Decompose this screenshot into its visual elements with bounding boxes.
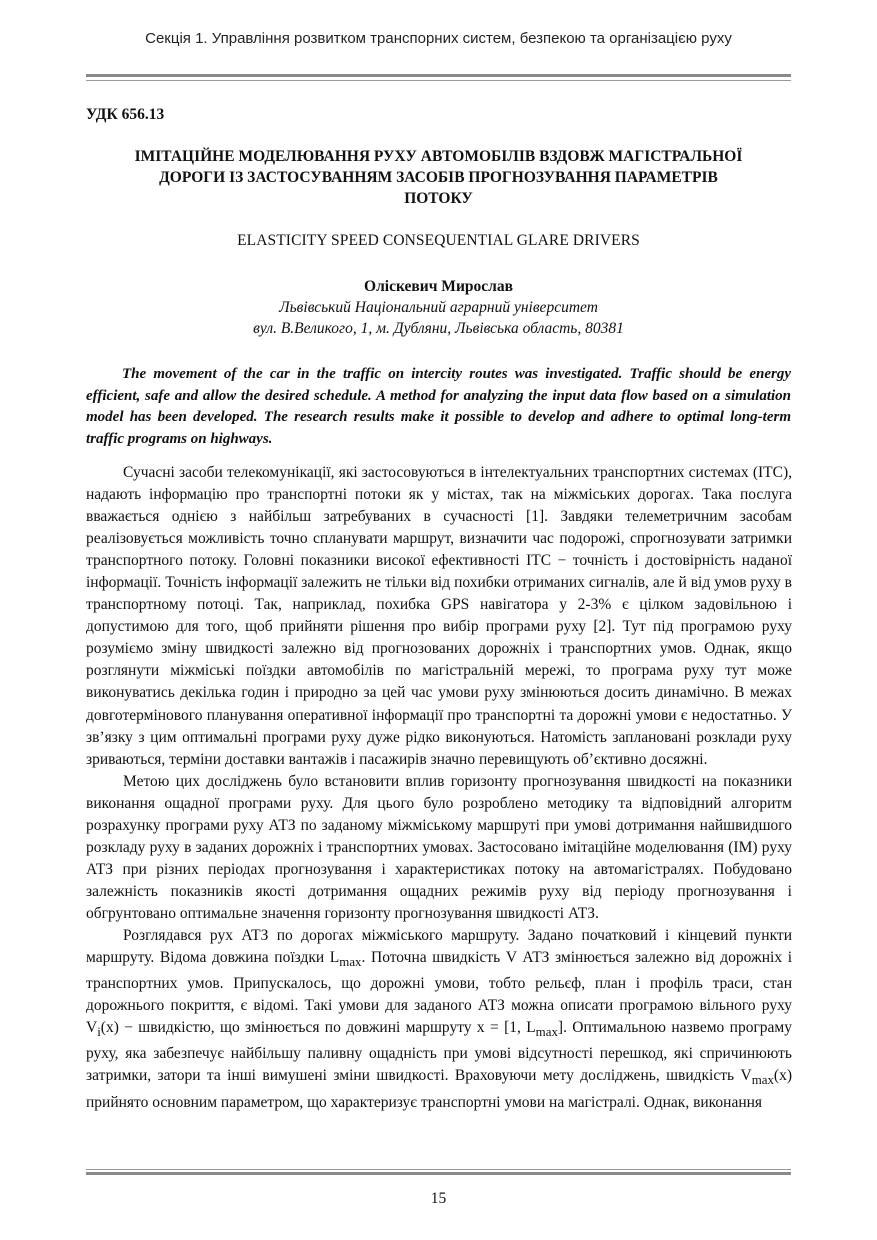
running-header: Секція 1. Управління розвитком транспорних систем, безпекою та організацією руху — [145, 30, 732, 47]
header-rule — [86, 74, 791, 77]
body-text — [86, 462, 792, 1114]
title-line: ІМІТАЦІЙНЕ МОДЕЛЮВАННЯ РУХУ АВТОМОБІЛІВ ВЗДОВЖ МАГІСТРАЛЬНОЇ — [134, 148, 743, 165]
footer-rule-thin — [86, 1169, 791, 1170]
abstract: The movement of the car in the traffic on intercity routes was investigated. Traffic should be energy efficient, safe and allow the desired schedule. A method for analyzing the input data flow based on a simulation model has been developed. The research results make it possible to develop and adhere to optimal long-term traffic programs on highways. — [86, 366, 791, 447]
author-address: вул. В.Великого, 1, м. Дубляни, Львівська область, 80381 — [253, 320, 624, 337]
paragraph: Метою цих досліджень було встановити вплив горизонту прогнозування швидкості на показники виконання ощадної програми руху. Для цього було розроблено методику та відповідний алгоритм розрахунку програми руху АТЗ по заданому міжміському маршруті при умові дотримання найшвидшого розкладу руху в заданих дорожніх і транспортних умовах. Застосовано імітаційне моделювання (ІМ) руху АТЗ при різних періодах прогнозування і характеристиках потоку на автомагістралях. Побудовано залежність показників якості дотримання ощадних режимів руху від періоду прогнозування і обгрунтовано оптимальне значення горизонту прогнозування швидкості АТЗ. — [86, 772, 792, 922]
title-line: ДОРОГИ ІЗ ЗАСТОСУВАННЯМ ЗАСОБІВ ПРОГНОЗУВАННЯ ПАРАМЕТРІВ — [159, 169, 718, 186]
article-title — [86, 146, 791, 209]
header-rule-thin — [86, 80, 791, 81]
english-title: ELASTICITY SPEED CONSEQUENTIAL GLARE DRIVERS — [237, 232, 640, 249]
author-name: Оліскевич Мирослав — [364, 278, 513, 295]
udk-code: УДК 656.13 — [86, 106, 165, 123]
footer-rule — [86, 1172, 791, 1175]
page-number: 15 — [430, 1190, 447, 1207]
title-line: ПОТОКУ — [404, 190, 473, 207]
paragraph: Розглядався рух АТЗ по дорогах міжміського маршруту. Задано початковий і кінцевий пункти маршруту. Відома довжина поїздки $L_{max}$. Поточна швидкість V АТЗ змінюється залежно від дорожніх і транспортних умов. Припускалось, що дорожні умови, тобто рельєф, план і профіль траси, стан дорожнього покриття, є відомі. Такі умови для заданого АТЗ можна описати програмою вільного руху $V_i(x)$ − швидкістю, що змінюється по довжині маршруту x = [1, $L_{max}$]. Оптимальною назвемо програму руху, яка забезпечує найбільшу паливну ощадність при умові відсутності перешкод, які спричинюють затримки, затори та інші вимушені зміни швидкості. Враховуючи мету досліджень, швидкість $V_{max}(x)$ прийнято основним параметром, що характеризує транспортні умови на магістралі. Однак, виконання — [86, 926, 792, 1111]
author-affiliation: Львівський Національний аграрний університет — [279, 299, 598, 316]
paragraph: Сучасні засоби телекомунікації, які застосовуються в інтелектуальних транспортних системах (ІТС), надають інформацію про транспортні потоки як у містах, так на міжміських дорогах. Така послуга вважається однією з найбільш затребуваних в сучасності [1]. Завдяки телеметричним засобам реалізовується можливість точно спланувати маршрут, визначити час подорожі, спрогнозувати затримки транспортного потоку. Головні показники високої ефективності ІТС − точність і достовірність наданої інформації. Точність інформації залежить не тільки від похибки отриманих сигналів, але й від умов руху в транспортному потоці. Так, наприклад, похибка GPS навігатора у 2-3% є цілком задовільною і допустимою для того, щоб прийняти рішення про вибір програми руху [2]. Тут під програмою руху розуміємо зміну швидкості залежно від прогнозованих дорожніх і транспортних умов. Однак, якщо розглянути міжміські поїздки автомобілів по магістральній мережі, то програма руху тут може виконуватись декілька годин і природно за цей час умови руху змінюються досить динамічно. В межах довготермінового планування оперативної інформації про транспортні та дорожні умови є недостатньо. У зв’язку з цим оптимальні програми руху дуже рідко виконуються. Натомість заплановані розклади руху зриваються, терміни доставки вантажів і пасажирів значно перевищують об’єктивно досяжні. — [86, 464, 792, 768]
